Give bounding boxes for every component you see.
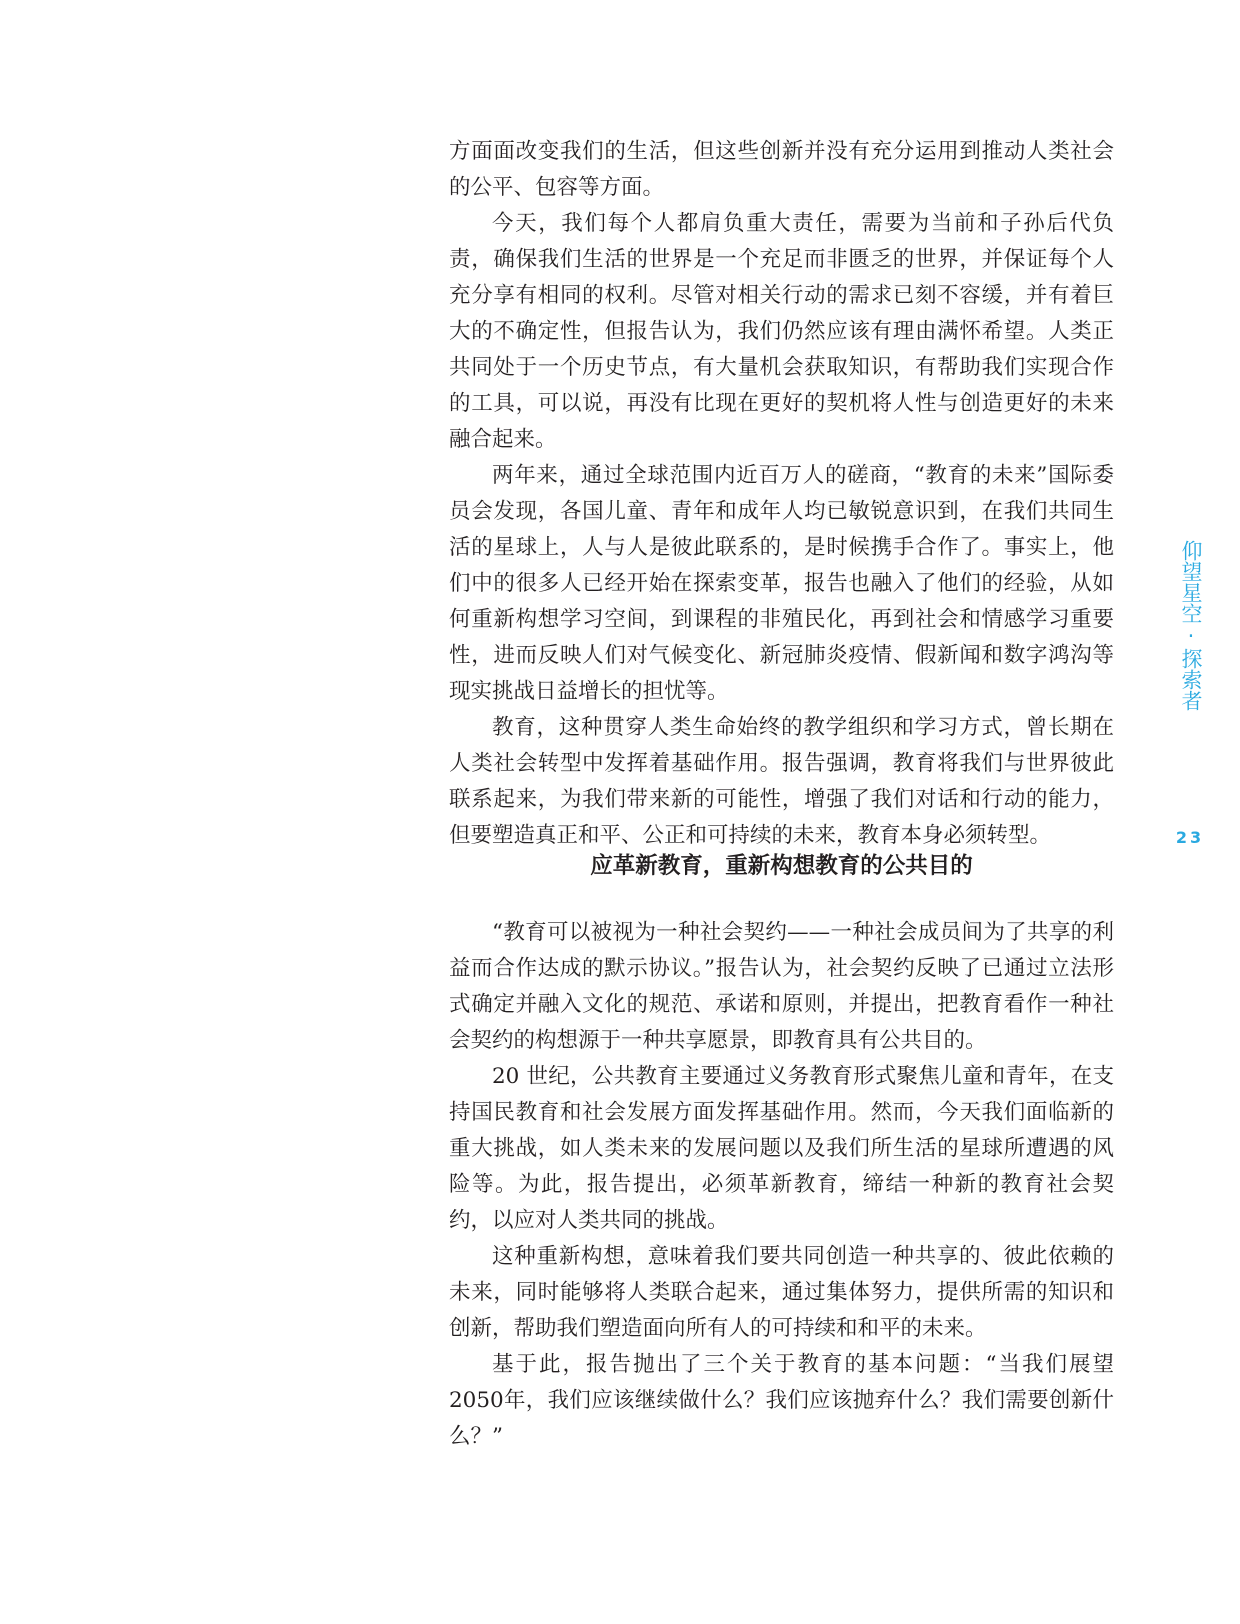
paragraph: 今天，我们每个人都肩负重大责任，需要为当前和子孙后代负责，确保我们生活的世界是一个充足而非匮乏的世界，并保证每个人充分享有相同的权利。尽管对相关行动的需求已刻不容缓，并有着巨大的不确定性，但报告认为，我们仍然应该有理由满怀希望。人类正共同处于一个历史节点，有大量机会获取知识，有帮助我们实现合作的工具，可以说，再没有比现在更好的契机将人性与创造更好的未来融合起来。 <box>449 211 1114 452</box>
paragraph: 基于此，报告抛出了三个关于教育的基本问题：“当我们展望2050年，我们应该继续做什么？我们应该抛弃什么？我们需要创新什么？” <box>449 1352 1114 1449</box>
paragraph: 两年来，通过全球范围内近百万人的磋商，“教育的未来”国际委员会发现，各国儿童、青年和成年人均已敏锐意识到，在我们共同生活的星球上，人与人是彼此联系的，是时候携手合作了。事实上，他们中的很多人已经开始在探索变革，报告也融入了他们的经验，从如何重新构想学习空间，到课程的非殖民化，再到社会和情感学习重要性，进而反映人们对气候变化、新冠肺炎疫情、假新闻和数字鸿沟等现实挑战日益增长的担忧等。 <box>449 463 1114 704</box>
paragraph: “教育可以被视为一种社会契约——一种社会成员间为了共享的利益而合作达成的默示协议。”报告认为，社会契约反映了已通过立法形式确定并融入文化的规范、承诺和原则，并提出，把教育看作一种社会契约的构想源于一种共享愿景，即教育具有公共目的。 <box>449 920 1114 1053</box>
section-heading: 应革新教育，重新构想教育的公共目的 <box>590 853 973 879</box>
page-number: 23 <box>1175 828 1205 847</box>
paragraph: 教育，这种贯穿人类生命始终的教学组织和学习方式，曾长期在人类社会转型中发挥着基础作用。报告强调，教育将我们与世界彼此联系起来，为我们带来新的可能性，增强了我们对话和行动的能力，但要塑造真正和平、公正和可持续的未来，教育本身必须转型。 <box>449 715 1114 848</box>
running-section-title: 仰望星空·探索者 <box>1179 540 1203 711</box>
paragraph: 方面面改变我们的生活，但这些创新并没有充分运用到推动人类社会的公平、包容等方面。 <box>449 139 1114 200</box>
article-body-top <box>449 134 1114 854</box>
paragraph: 这种重新构想，意味着我们要共同创造一种共享的、彼此依赖的未来，同时能够将人类联合起来，通过集体努力，提供所需的知识和创新，帮助我们塑造面向所有人的可持续和和平的未来。 <box>449 1244 1114 1341</box>
paragraph: 20 世纪，公共教育主要通过义务教育形式聚焦儿童和青年，在支持国民教育和社会发展方面发挥基础作用。然而，今天我们面临新的重大挑战，如人类未来的发展问题以及我们所生活的星球所遭遇的风险等。为此，报告提出，必须革新教育，缔结一种新的教育社会契约，以应对人类共同的挑战。 <box>449 1064 1114 1233</box>
article-body-bottom <box>449 915 1114 1455</box>
